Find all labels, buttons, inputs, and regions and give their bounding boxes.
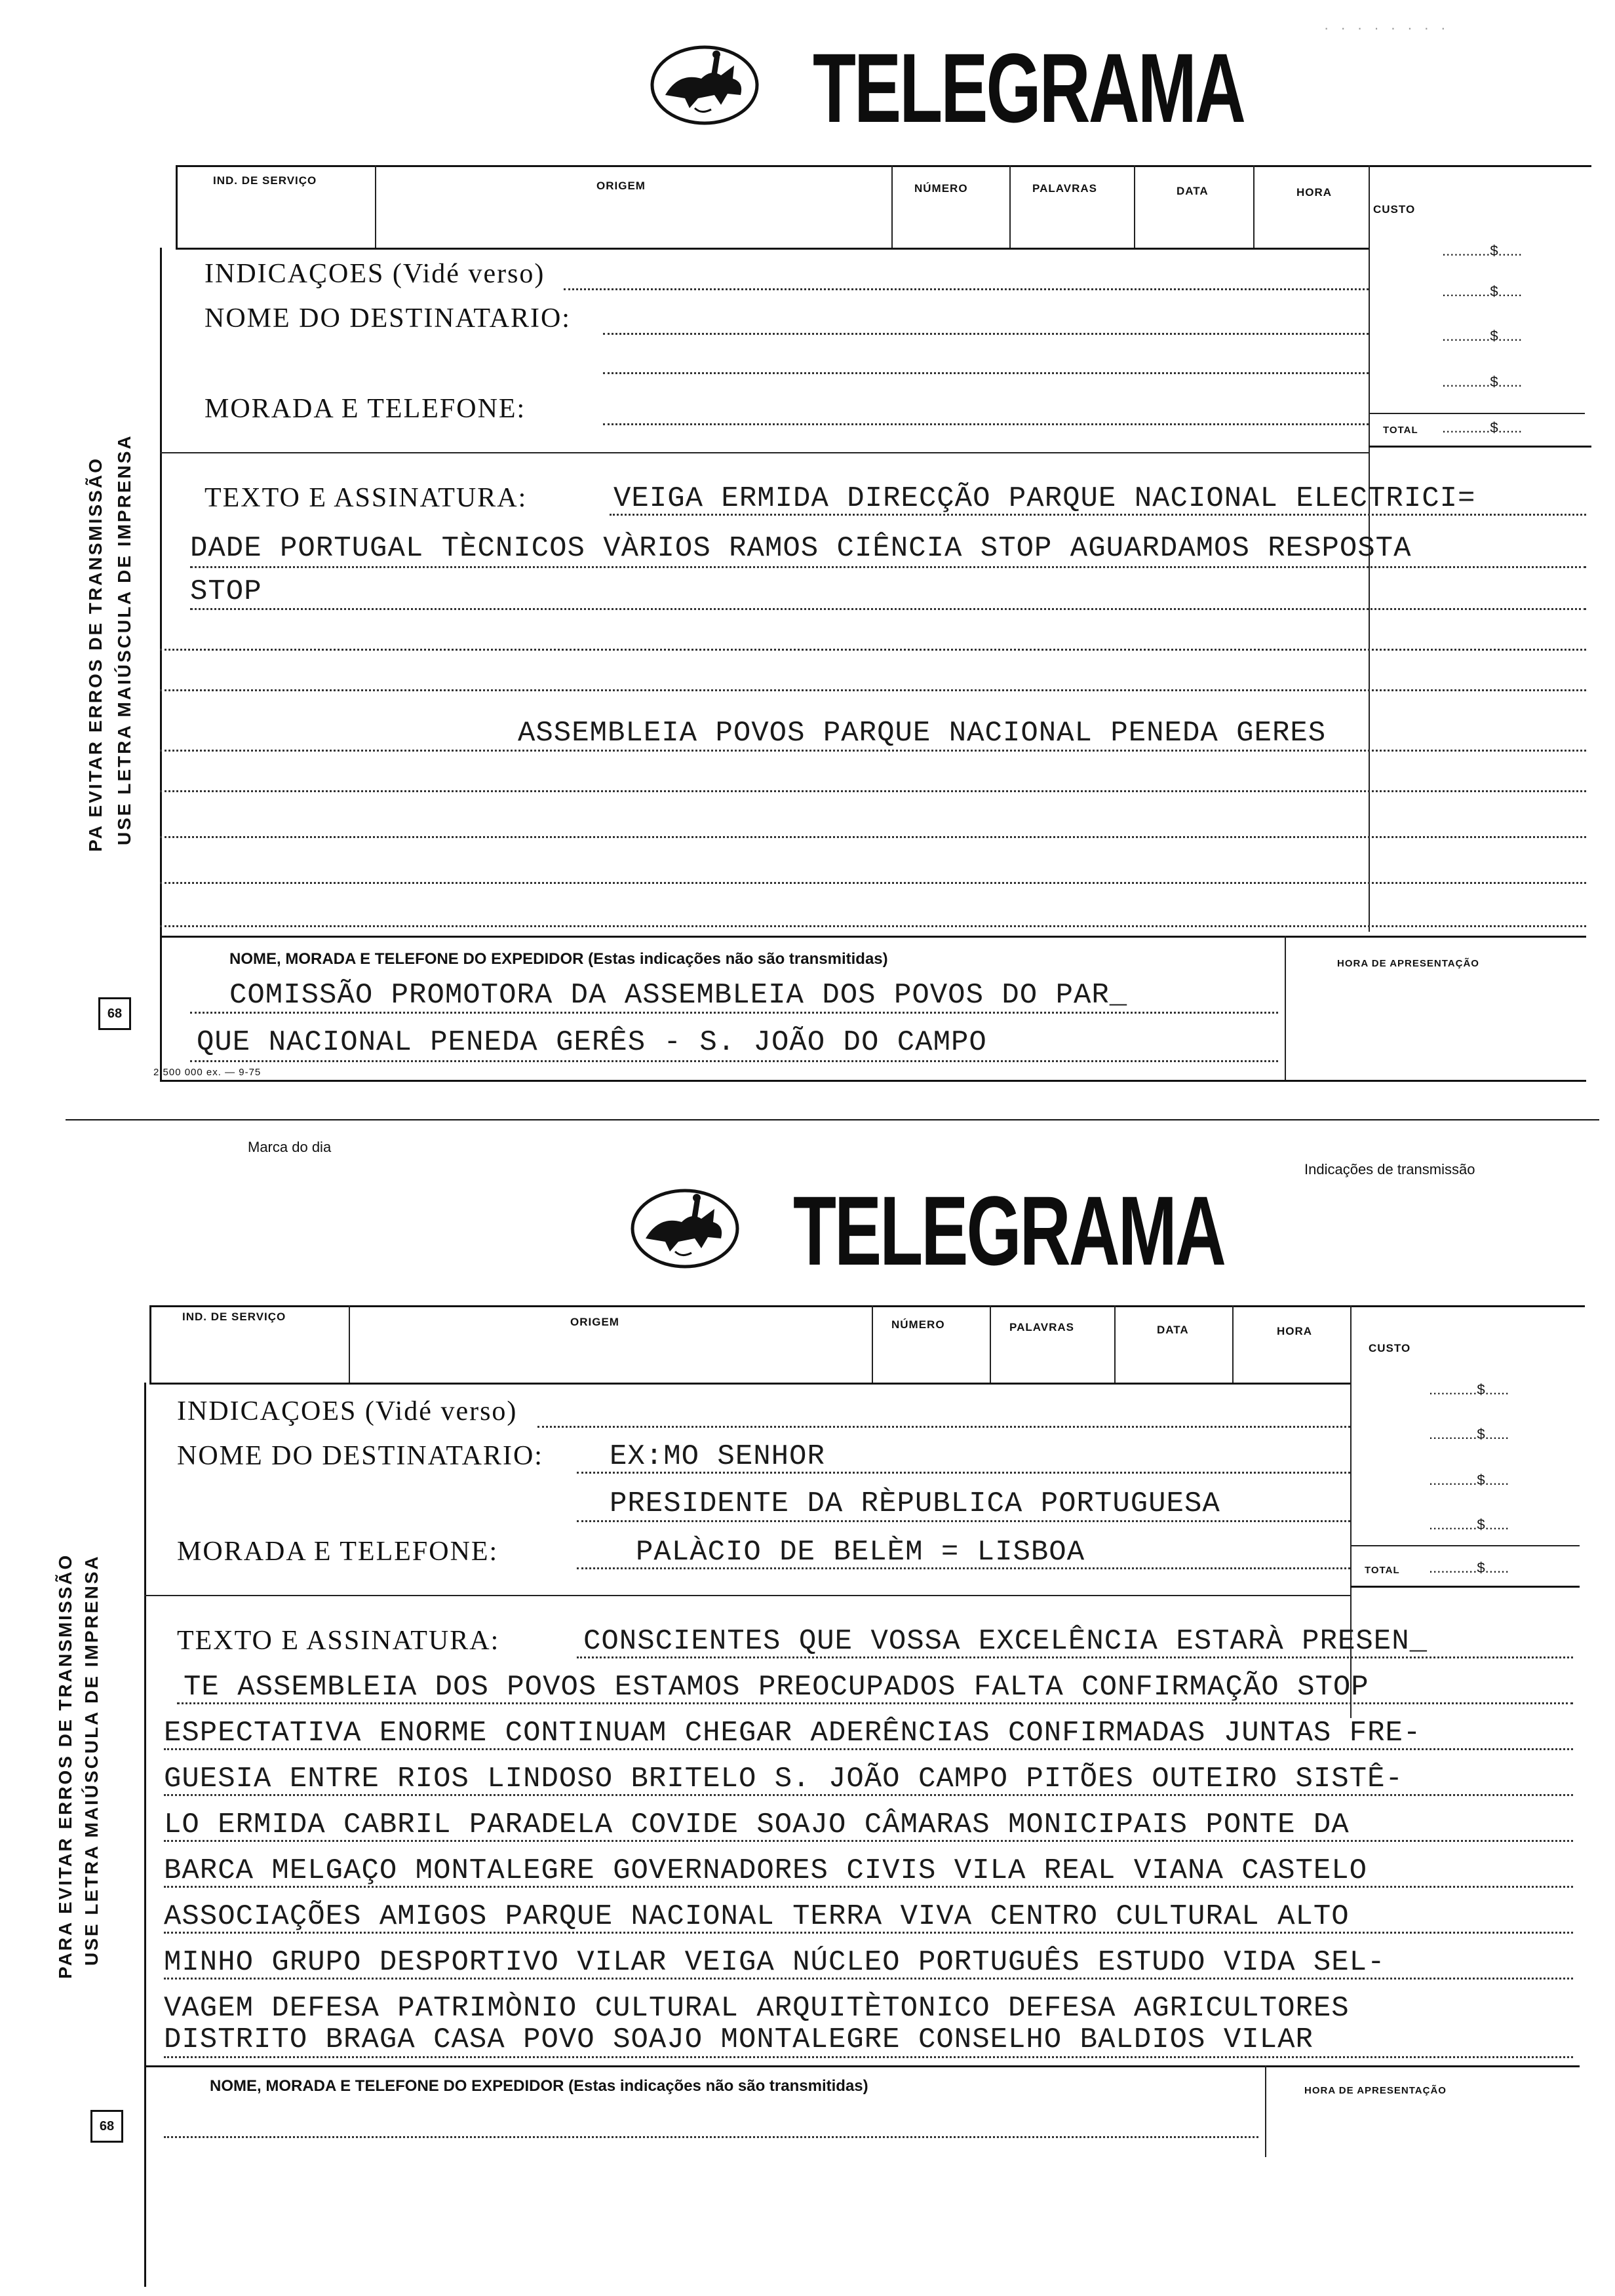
message2-line-7: ASSOCIAÇÕES AMIGOS PARQUE NACIONAL TERRA VIVA CENTRO CULTURAL ALTO [164,1900,1350,1933]
message2-line-4: GUESIA ENTRE RIOS LINDOSO BRITELO S. JOÃO CAMPO PITÕES OUTEIRO SISTÊ- [164,1763,1403,1795]
message-line-1: VEIGA ERMIDA DIRECÇÃO PARQUE NACIONAL ELECTRICI= [613,482,1476,515]
indicacoes-label-2: INDICAÇOES (Vidé verso) [177,1396,518,1426]
destinatario-rule-2 [577,1520,1350,1522]
custo-header-2: CUSTO [1369,1342,1411,1354]
header-divider-4 [1134,165,1135,248]
cost-total-rule [1369,413,1585,414]
cost2-line-1: ............$...... [1429,1381,1509,1398]
text2-rule-5 [164,1840,1573,1842]
indicacoes-line [564,288,1369,290]
indicacoes-line-2 [537,1426,1350,1428]
header-divider-3 [1009,165,1011,248]
cost2-total-line: ............$...... [1429,1559,1509,1576]
numero-header-2: NÚMERO [891,1318,945,1331]
cost-line-1: ............$...... [1442,242,1523,259]
hora-apresentacao-label: HORA DE APRESENTAÇÃO [1337,958,1479,969]
text2-rule-6 [164,1886,1573,1888]
form-left-border [160,248,162,1080]
header2-divider-3 [990,1305,991,1383]
sender-divider [1285,936,1286,1080]
text-rule-9 [160,882,1586,884]
data-header: DATA [1177,185,1209,197]
dest-line-2: PRESIDENTE DA RÈPUBLICA PORTUGUESA [610,1487,1220,1520]
text-rule-2 [190,566,1586,568]
hora-apresentacao-label-2: HORA DE APRESENTAÇÃO [1304,2085,1447,2096]
sender2-divider [1265,2065,1266,2157]
text2-rule-9 [164,2056,1573,2058]
cost-box-bottom [1369,446,1591,448]
header-bottom-border [176,248,1369,250]
telegram-form-1 [0,0,1615,1114]
signature-line: ASSEMBLEIA POVOS PARQUE NACIONAL PENEDA GERES [518,717,1327,750]
morada-rule-2 [577,1567,1350,1569]
dest-line-1: EX:MO SENHOR [610,1440,825,1473]
cost-total-line: ............$...... [1442,419,1523,436]
expedidor-label-2: NOME, MORADA E TELEFONE DO EXPEDIDOR (Estas indicações não são transmitidas) [210,2077,868,2095]
address2-section-bottom [144,1595,1350,1596]
cost-line-3: ............$...... [1442,328,1523,344]
destinatario-line-2 [603,372,1369,374]
header2-divider-5 [1232,1305,1234,1383]
custo-header: CUSTO [1373,203,1416,216]
cost2-line-2: ............$...... [1429,1426,1509,1442]
header-divider-1 [375,165,376,248]
print-info: 2 500 000 ex. — 9-75 [153,1067,262,1078]
indicacoes-label: INDICAÇOES (Vidé verso) [204,259,545,289]
header2-divider-4 [1114,1305,1116,1383]
side-instruction-2: USE LETRA MAIÚSCULA DE IMPRENSA [114,434,134,845]
texto-label: TEXTO E ASSINATURA: [204,483,528,513]
text-rule-10 [160,925,1586,927]
text-rule-6 [160,750,1586,752]
ind-servico-header: IND. DE SERVIÇO [213,174,317,187]
header-top-border-2 [149,1305,1585,1307]
telegram-title-2: TELEGRAMA [793,1176,1225,1286]
sender-rule-1 [190,1012,1278,1014]
message-line-2: DADE PORTUGAL TÈCNICOS VÀRIOS RAMOS CIÊNCIA STOP AGUARDAMOS RESPOSTA [190,532,1412,565]
text-rule-5 [160,689,1586,691]
side2-instruction-2: USE LETRA MAIÚSCULA DE IMPRENSA [81,1554,102,1966]
sender-bottom-border [160,1080,1586,1082]
telegram-title: TELEGRAMA [813,33,1245,143]
message-line-3: STOP [190,575,262,608]
address-section-bottom [160,452,1369,453]
texto-label-2: TEXTO E ASSINATURA: [177,1626,500,1656]
message2-line-1: CONSCIENTES QUE VOSSA EXCELÊNCIA ESTARÀ PRESEN_ [583,1625,1428,1658]
header2-divider-1 [349,1305,350,1383]
sender-line-2: QUE NACIONAL PENEDA GERÊS - S. JOÃO DO CAMPO [197,1026,987,1059]
text-rule-7 [160,790,1586,792]
page-separator [66,1119,1599,1120]
header-divider-2 [891,165,893,248]
header-left-border-2 [149,1305,151,1383]
message2-line-3: ESPECTATIVA ENORME CONTINUAM CHEGAR ADERÊNCIAS CONFIRMADAS JUNTAS FRE- [164,1717,1422,1750]
total-label-2: TOTAL [1365,1565,1400,1576]
message2-line-10: DISTRITO BRAGA CASA POVO SOAJO MONTALEGRE CONSELHO BALDIOS VILAR [164,2023,1313,2056]
palavras-header: PALAVRAS [1032,182,1097,195]
message2-line-9: VAGEM DEFESA PATRIMÒNIO CULTURAL ARQUITÈTONICO DEFESA AGRICULTORES [164,1992,1350,2025]
cost2-box-bottom [1350,1586,1580,1588]
sender2-top-border [144,2065,1580,2067]
destinatario-label-2: NOME DO DESTINATARIO: [177,1441,543,1471]
message2-line-8: MINHO GRUPO DESPORTIVO VILAR VEIGA NÚCLEO PORTUGUÊS ESTUDO VIDA SEL- [164,1946,1386,1979]
indicacoes-transmissao-label: Indicações de transmissão [1304,1161,1475,1177]
cost2-total-rule [1350,1545,1580,1546]
text-rule-8 [160,836,1586,838]
corner-stamp: · · · · · · · · [1324,20,1450,36]
ind-servico-header-2: IND. DE SERVIÇO [182,1311,286,1323]
text2-rule-4 [164,1794,1573,1796]
header-left-border [176,165,178,248]
sender2-rule-1 [164,2136,1258,2138]
hora-header: HORA [1296,186,1333,199]
header-bottom-border-2 [149,1383,1350,1385]
destinatario-label: NOME DO DESTINATARIO: [204,303,571,334]
header-divider-5 [1253,165,1255,248]
side-instruction-1: PA EVITAR ERROS DE TRANSMISSÃO [85,457,106,852]
text-rule-4 [160,649,1586,651]
text-rule-3 [190,608,1586,610]
form-number-box-2: 68 [90,2110,123,2143]
origem-header-2: ORIGEM [570,1316,619,1328]
numero-header: NÚMERO [914,182,968,195]
header-top-border [176,165,1591,167]
destinatario-rule-1 [577,1472,1350,1474]
horse-rider-logo-icon-2 [629,1186,741,1271]
data-header-2: DATA [1157,1324,1189,1336]
side2-instruction-1: PARA EVITAR ERROS DE TRANSMISSÃO [55,1553,75,1979]
destinatario-line [603,333,1369,335]
total-label: TOTAL [1383,425,1418,436]
text2-rule-8 [164,1978,1573,1980]
morada-label-2: MORADA E TELEFONE: [177,1537,499,1567]
form2-left-border [144,1383,146,2287]
message2-line-2: TE ASSEMBLEIA DOS POVOS ESTAMOS PREOCUPADOS FALTA CONFIRMAÇÃO STOP [184,1671,1369,1704]
expedidor-label: NOME, MORADA E TELEFONE DO EXPEDIDOR (Estas indicações não são transmitidas) [229,950,888,968]
marca-dia-label: Marca do dia [248,1139,332,1155]
message2-line-6: BARCA MELGAÇO MONTALEGRE GOVERNADORES CIVIS VILA REAL VIANA CASTELO [164,1854,1368,1887]
palavras-header-2: PALAVRAS [1009,1321,1074,1333]
cost2-line-3: ............$...... [1429,1472,1509,1488]
text2-rule-2 [177,1702,1573,1704]
cost-line-4: ............$...... [1442,373,1523,390]
morada-label: MORADA E TELEFONE: [204,394,526,424]
morada-value: PALÀCIO DE BELÈM = LISBOA [636,1536,1085,1569]
cost-line-2: ............$...... [1442,283,1523,299]
hora-header-2: HORA [1277,1325,1313,1337]
text2-rule-3 [164,1748,1573,1750]
text-rule-1 [610,514,1586,516]
origem-header: ORIGEM [596,180,646,192]
form-number-box: 68 [98,997,131,1030]
text2-rule-1 [577,1656,1573,1658]
cost2-line-4: ............$...... [1429,1516,1509,1533]
header2-divider-2 [872,1305,873,1383]
horse-rider-logo-icon [649,43,760,128]
morada-line [603,423,1369,425]
sender-rule-2 [190,1060,1278,1062]
sender-line-1: COMISSÃO PROMOTORA DA ASSEMBLEIA DOS POVOS DO PAR_ [229,979,1128,1012]
sender-top-border [160,936,1586,938]
telegram-form-2 [0,1166,1615,2280]
text2-rule-7 [164,1932,1573,1934]
message2-line-5: LO ERMIDA CABRIL PARADELA COVIDE SOAJO CÂMARAS MONICIPAIS PONTE DA [164,1808,1350,1841]
